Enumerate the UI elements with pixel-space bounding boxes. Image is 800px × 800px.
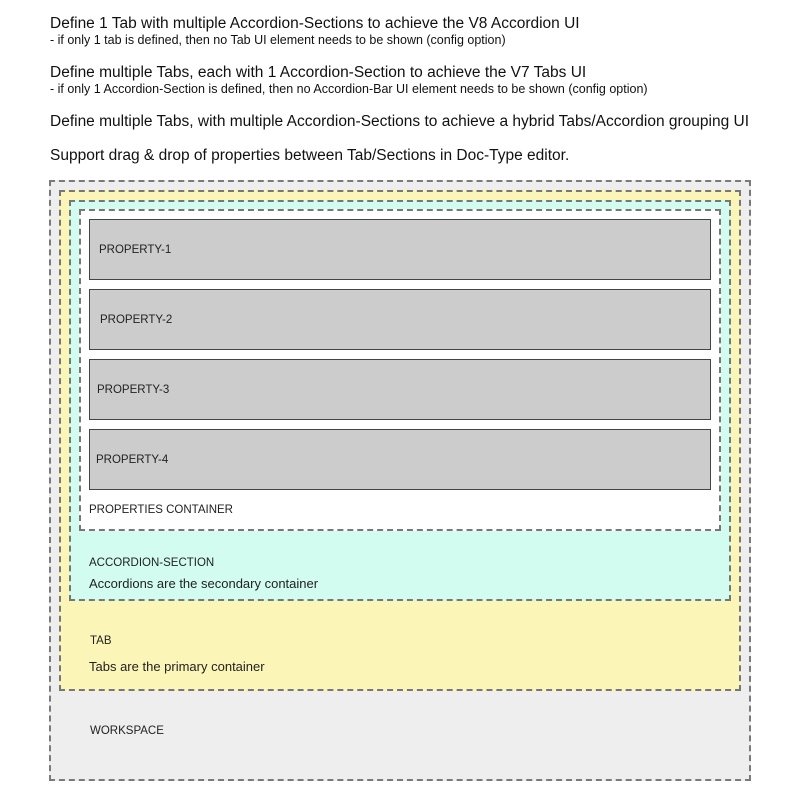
note-2-sub: - if only 1 Accordion-Section is defined, then no Accordion-Bar UI element needs to be shown (config option) xyxy=(50,82,648,96)
property-3-label: PROPERTY-3 xyxy=(97,383,170,396)
note-1-sub: - if only 1 tab is defined, then no Tab UI element needs to be shown (config option) xyxy=(50,33,506,47)
property-2-label: PROPERTY-2 xyxy=(100,313,173,326)
note-2-main: Define multiple Tabs, each with 1 Accordion-Section to achieve the V7 Tabs UI xyxy=(50,64,587,81)
notes xyxy=(50,14,790,165)
property-4-label: PROPERTY-4 xyxy=(96,453,169,466)
property-1-label: PROPERTY-1 xyxy=(99,243,172,256)
note-1-main: Define 1 Tab with multiple Accordion-Sections to achieve the V8 Accordion UI xyxy=(50,15,580,32)
tab-description: Tabs are the primary container xyxy=(89,659,265,674)
accordion-section-description: Accordions are the secondary container xyxy=(89,576,319,591)
accordion-section-label: ACCORDION-SECTION xyxy=(89,557,215,569)
note-3-main: Define multiple Tabs, with multiple Accordion-Sections to achieve a hybrid Tabs/Accordion grouping UI xyxy=(50,113,750,130)
note-4-main: Support drag & drop of properties between Tab/Sections in Doc-Type editor. xyxy=(50,147,570,164)
properties-container-label: PROPERTIES CONTAINER xyxy=(89,504,233,516)
property-4 xyxy=(89,429,711,490)
property-1 xyxy=(89,219,711,280)
property-2 xyxy=(89,289,711,350)
property-3 xyxy=(89,359,711,420)
workspace-label: WORKSPACE xyxy=(90,725,164,737)
tab-label: TAB xyxy=(90,635,112,647)
